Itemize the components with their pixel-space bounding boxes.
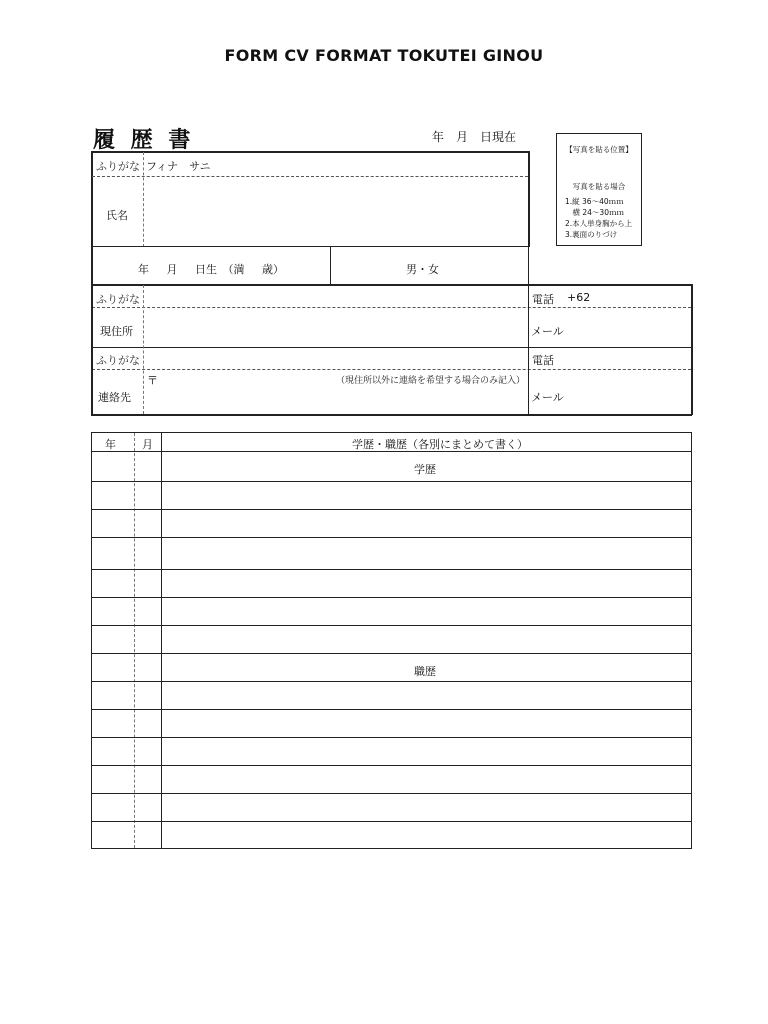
- work-heading: 職歴: [414, 665, 436, 678]
- name-field[interactable]: [146, 180, 524, 242]
- name-furigana-value[interactable]: フィナ サニ: [146, 160, 211, 173]
- contact-mail-label: メール: [531, 391, 564, 404]
- postal-mark: 〒: [147, 374, 158, 387]
- address-furigana-label: ふりがな: [96, 293, 140, 306]
- contact-furigana-label: ふりがな: [96, 354, 140, 367]
- address-phone-label: 電話: [532, 293, 554, 306]
- photo-box: [556, 133, 642, 246]
- document-title: FORM CV FORMAT TOKUTEI GINOU: [224, 46, 544, 65]
- name-furigana-label: ふりがな: [96, 160, 140, 173]
- gender-select[interactable]: 男・女: [406, 263, 439, 276]
- address-mail-label: メール: [531, 325, 564, 338]
- contact-phone-label: 電話: [532, 354, 554, 367]
- column-month: 月: [142, 438, 153, 451]
- photo-instructions: 1.縦 36～40ｍｍ 横 24～30ｍｍ 2.本人単身胸から上 3.裏面のりづけ: [565, 197, 633, 239]
- contact-label: 連絡先: [98, 391, 131, 404]
- photo-caption: 【写真を貼る位置】: [565, 145, 633, 154]
- date-now: 年 月 日現在: [432, 130, 517, 144]
- photo-subtitle: 写真を貼る場合: [572, 182, 626, 191]
- form-title: 履 歴 書: [93, 127, 195, 153]
- column-year: 年: [105, 438, 116, 451]
- address-phone-value[interactable]: +62: [567, 291, 591, 304]
- address-label: 現住所: [100, 325, 133, 338]
- contact-address-field[interactable]: [146, 384, 524, 412]
- birth-date[interactable]: 年 月 日生 （満 歳）: [138, 263, 284, 276]
- name-label: 氏名: [106, 209, 128, 222]
- contact-note: （現住所以外に連絡を希望する場合のみ記入）: [336, 376, 526, 386]
- address-field[interactable]: [146, 310, 524, 344]
- education-heading: 学歴: [414, 463, 436, 476]
- column-description: 学歴・職歴（各別にまとめて書く）: [352, 438, 528, 451]
